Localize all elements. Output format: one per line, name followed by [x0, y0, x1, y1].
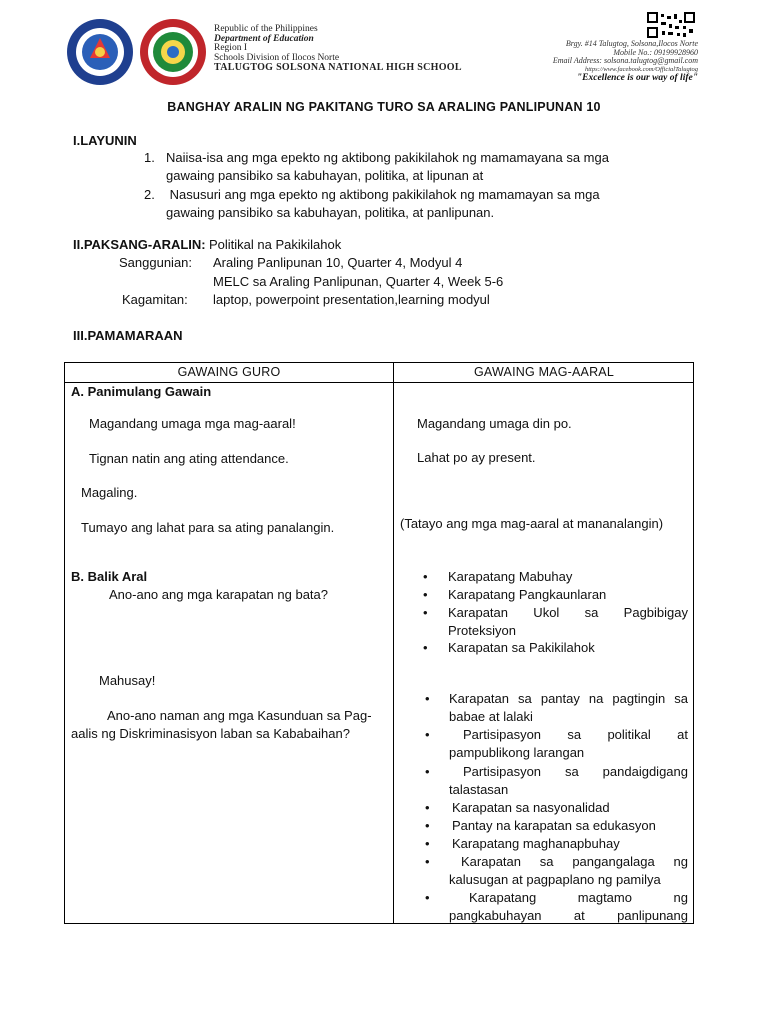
email-text: Email Address: solsona.talugtog@gmail.com [552, 56, 698, 66]
bullet-icon: • [425, 727, 430, 742]
bullet-icon: • [425, 836, 430, 851]
balik-aral-heading: B. Balik Aral [71, 569, 148, 584]
paksa-heading: II.PAKSANG-ARALIN: [73, 237, 206, 252]
bullet-icon: • [423, 640, 428, 655]
layunin-heading: I.LAYUNIN [73, 133, 137, 148]
contact-info [553, 40, 698, 83]
school-seal-icon [139, 18, 207, 86]
panimulang-gawain-heading: A. Panimulang Gawain [71, 384, 212, 399]
column-divider [393, 363, 394, 923]
letterhead [0, 0, 768, 90]
list-item: • Karapatan Ukol sa Pagbibigay Proteksiyon [423, 605, 688, 638]
list-item: • Karapatan sa Pakikilahok [423, 640, 595, 655]
objective-1-line-1: Naiisa-isa ang mga epekto ng aktibong pakikilahok ng mamamayana sa mga [166, 150, 609, 165]
teacher-question-1: Ano-ano ang mga karapatan ng bata? [109, 587, 329, 602]
qr-code-icon [647, 12, 695, 38]
teacher-tumayo: Tumayo ang lahat para sa ating panalangin. [81, 520, 335, 535]
teacher-mahusay: Mahusay! [99, 673, 156, 688]
bullet-icon: • [423, 605, 428, 620]
list-item: • Karapatang maghanapbuhay [425, 836, 620, 851]
student-present: Lahat po ay present. [417, 450, 536, 465]
school-name: TALUGTOG SOLSONA NATIONAL HIGH SCHOOL [214, 62, 462, 74]
paksa-value: Politikal na Pakikilahok [209, 237, 342, 252]
column-header-guro: GAWAING GURO [177, 365, 281, 379]
list-item: • Karapatan sa pangangalaga ng kalusugan at pagpaplano ng pamilya [425, 854, 688, 887]
list-item: • Karapatang Pangkaunlaran [423, 587, 607, 602]
column-header-mag-aaral: GAWAING MAG-AARAL [474, 365, 614, 379]
lesson-procedure-table [64, 362, 694, 924]
teacher-question-2-line-2: aalis ng Diskriminasisyon laban sa Kababaihan? [71, 726, 350, 741]
objective-2-line-1: Nasusuri ang mga epekto ng aktibong pakikilahok ng mamamayan sa mga [166, 187, 600, 202]
kagamitan-label: Kagamitan: [122, 292, 188, 307]
list-item: • Karapatan sa pantay na pagtingin sa babae at lalaki [425, 691, 688, 724]
sanggunian-label: Sanggunian: [119, 255, 193, 270]
objective-2-line-2: gawaing pansibiko sa kabuhayan, politika, at panlipunan. [166, 205, 495, 220]
teacher-question-2-line-1: Ano-ano naman ang mga Kasunduan sa Pag- [107, 708, 372, 723]
facebook-text: https://www.facebook.com/OfficialTalugtog [584, 65, 698, 73]
bullet-icon: • [425, 854, 430, 869]
student-greeting: Magandang umaga din po. [417, 416, 572, 431]
letterhead-text [214, 25, 462, 73]
list-item: • Partisipasyon sa pandaigdigang talastasan [425, 764, 688, 797]
teacher-magaling: Magaling. [81, 485, 138, 500]
kagamitan-value: laptop, powerpoint presentation,learning modyul [213, 292, 490, 307]
list-item: • Partisipasyon sa politikal at pampublikong larangan [425, 727, 688, 760]
address-text: Brgy. #14 Talugtog, Solsona,Ilocos Norte [565, 39, 698, 48]
list-item: • Karapatang Mabuhay [423, 569, 573, 584]
bullet-icon: • [425, 800, 430, 815]
republic-text: Republic of the Philippines [214, 24, 318, 34]
objective-2-number: 2. [144, 187, 155, 202]
school-motto: "Excellence is our way of life" [576, 73, 698, 84]
objective-1-number: 1. [144, 150, 155, 165]
bullet-icon: • [425, 818, 430, 833]
bullet-icon: • [423, 587, 428, 602]
teacher-attendance: Tignan natin ang ating attendance. [89, 451, 289, 466]
pamamaraan-heading: III.PAMAMARAAN [73, 328, 183, 343]
objective-1-line-2: gawaing pansibiko sa kabuhayan, politika, at lipunan at [166, 168, 484, 183]
bullet-icon: • [423, 569, 428, 584]
student-tatayo: (Tatayo ang mga mag-aaral at mananalangin) [400, 516, 664, 531]
sanggunian-2: MELC sa Araling Panlipunan, Quarter 4, Week 5-6 [213, 274, 504, 289]
deped-seal-icon [66, 18, 134, 86]
bullet-icon: • [425, 764, 430, 779]
teacher-greeting: Magandang umaga mga mag-aaral! [89, 416, 296, 431]
bullet-icon: • [425, 691, 430, 706]
mobile-text: Mobile No.: 09199928960 [613, 47, 698, 57]
list-item: • Pantay na karapatan sa edukasyon [425, 818, 656, 833]
sanggunian-1: Araling Panlipunan 10, Quarter 4, Modyul 4 [213, 255, 463, 270]
bullet-icon: • [425, 890, 430, 905]
document-title: BANGHAY ARALIN NG PAKITANG TURO SA ARALING PANLIPUNAN 10 [167, 100, 601, 114]
division-text: Schools Division of Ilocos Norte [214, 52, 340, 63]
list-item: • Karapatan sa nasyonalidad [425, 800, 610, 815]
region-text: Region I [214, 43, 247, 54]
list-item: • Karapatang magtamo ng pangkabuhayan at panlipunang [425, 890, 688, 923]
department-text: Department of Education [214, 33, 314, 44]
